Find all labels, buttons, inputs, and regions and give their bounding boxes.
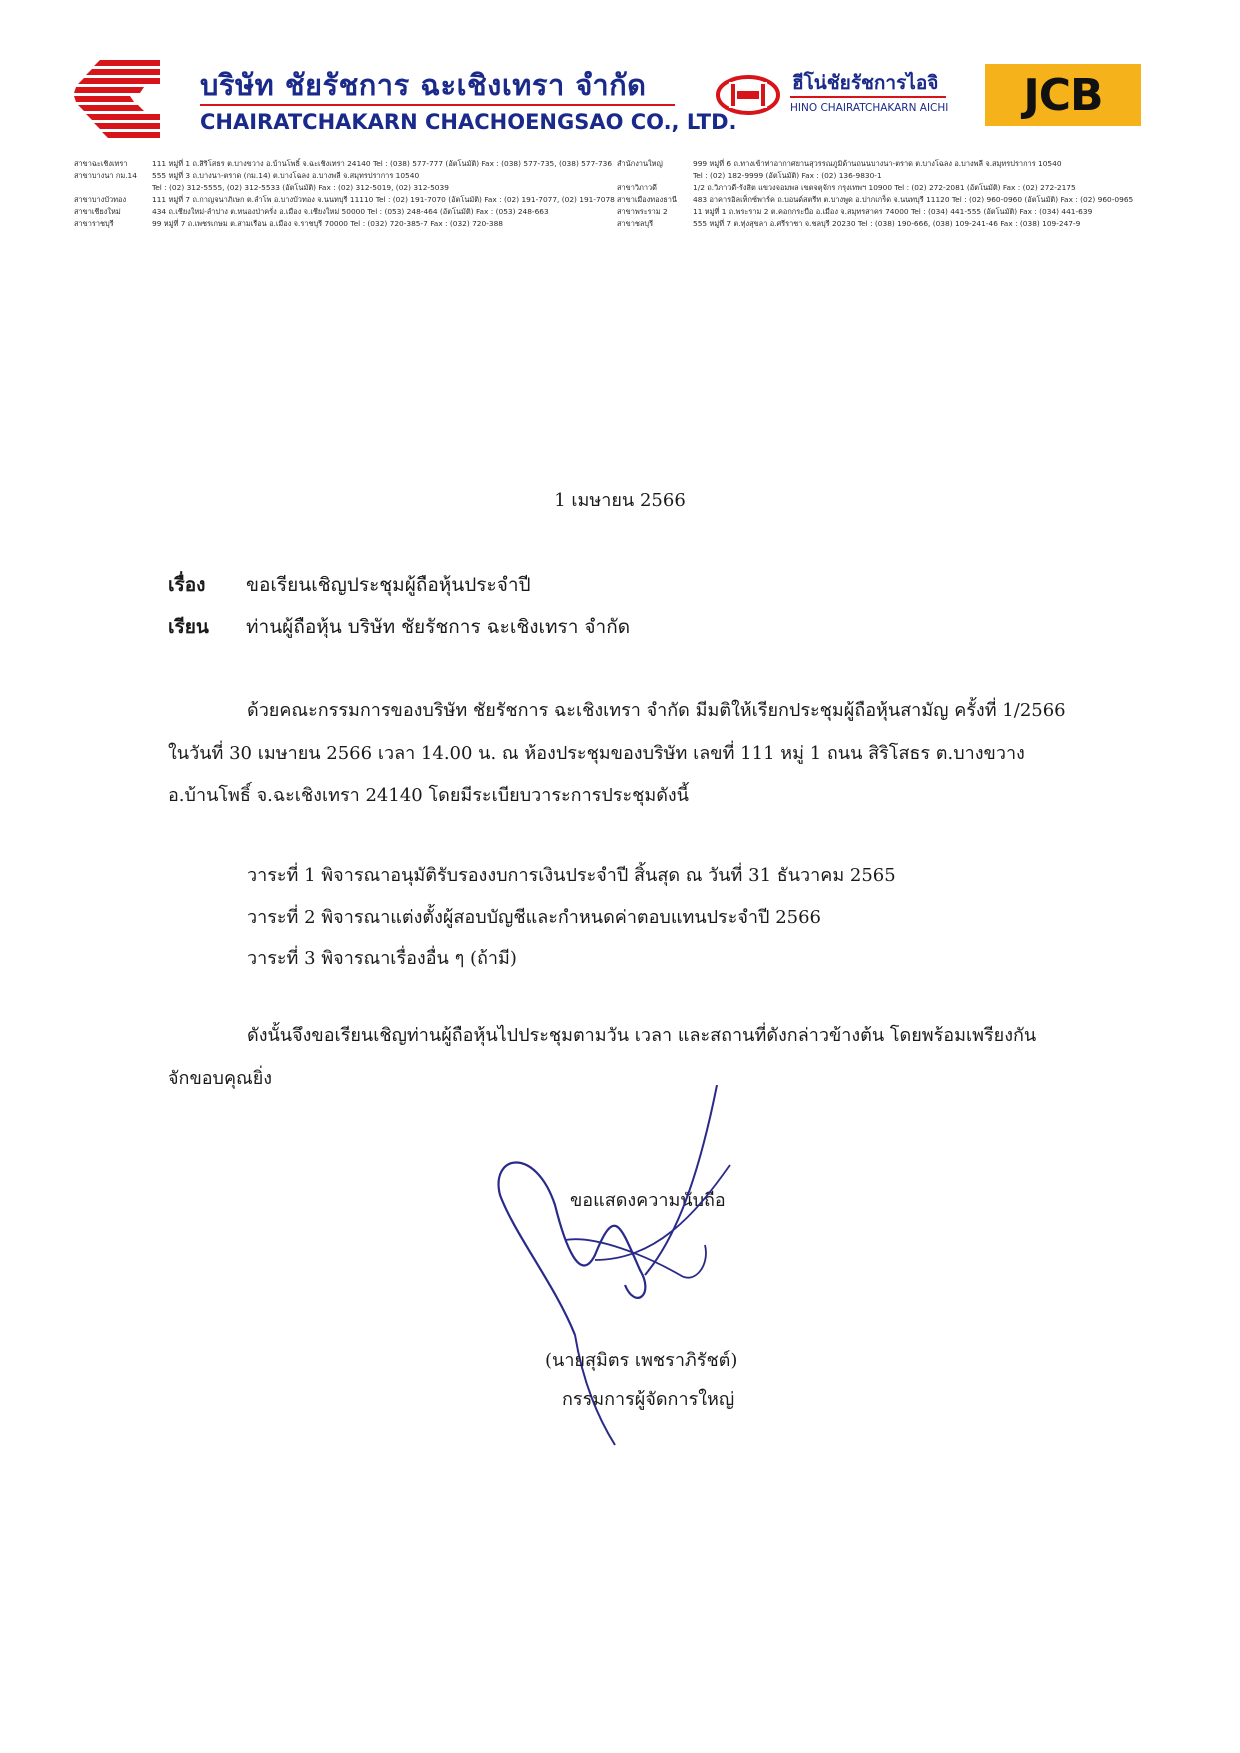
branch-name <box>74 182 152 194</box>
hino-logo-icon <box>715 74 781 116</box>
paragraph-1-line-2: ในวันที่ 30 เมษายน 2566 เวลา 14.00 น. ณ ห้องประชุมของบริษัท เลขที่ 111 หมู่ 1 ถนน สิริโสธร ต.บางขวาง <box>168 743 1025 764</box>
jcb-logo <box>985 64 1141 126</box>
closing-text: ขอแสดงความนับถือ <box>570 1190 726 1211</box>
branch-name: สาขาเมืองทองธานี <box>617 195 677 204</box>
paragraph-1-line-1: ด้วยคณะกรรมการของบริษัท ชัยรัชการ ฉะเชิงเทรา จำกัด มีมติให้เรียกประชุมผู้ถือหุ้นสามัญ ครั้งที่ 1/2566 <box>247 700 1066 721</box>
branch-name: สาขาบางนา กม.14 <box>74 171 137 180</box>
branch-row <box>74 206 634 218</box>
branch-detail: 111 หมู่ที่ 7 ถ.กาญจนาภิเษก ต.ลำโพ อ.บางบัวทอง จ.นนทบุรี 11110 Tel : (02) 191-7070 (อัตโนมัติ) Fax : (02) 191-7077, (02) 191-7078 <box>152 195 615 204</box>
branch-name: สาขาราชบุรี <box>74 219 114 228</box>
signer-title: กรรมการผู้จัดการใหญ่ <box>562 1389 735 1410</box>
branch-row <box>617 206 1147 218</box>
recipient-text: ท่านผู้ถือหุ้น บริษัท ชัยรัชการ ฉะเชิงเทรา จำกัด <box>246 616 631 638</box>
branch-detail: 111 หมู่ที่ 1 ถ.สิริโสธร ต.บางขวาง อ.บ้านโพธิ์ จ.ฉะเชิงเทรา 24140 Tel : (038) 577-777 (อัตโนมัติ) Fax : (038) 577-735, (038) 577-736 <box>152 159 613 168</box>
branch-row <box>74 170 634 182</box>
company-name-th: บริษัท ชัยรัชการ ฉะเชิงเทรา จำกัด <box>200 68 647 102</box>
branch-detail: 434 ถ.เชียงใหม่-ลำปาง ต.หนองป่าครั่ง อ.เมือง จ.เชียงใหม่ 50000 Tel : (053) 248-464 (อัตโนมัติ) Fax : (053) 248-663 <box>152 207 549 216</box>
branch-detail: Tel : (02) 182-9999 (อัตโนมัติ) Fax : (02) 136-9830-1 <box>693 171 882 180</box>
subject-text: ขอเรียนเชิญประชุมผู้ถือหุ้นประจำปี <box>246 574 531 596</box>
agenda-item-3: วาระที่ 3 พิจารณาเรื่องอื่น ๆ (ถ้ามี) <box>247 948 517 969</box>
branch-detail: 555 หมู่ที่ 3 ถ.บางนา-ตราด (กม.14) ต.บางโฉลง อ.บางพลี จ.สมุทรปราการ 10540 <box>152 171 420 180</box>
jcb-logo-text: JCB <box>1023 69 1103 121</box>
branch-name <box>617 170 693 182</box>
branch-name: สาขาเชียงใหม่ <box>74 207 121 216</box>
branch-list-left <box>74 158 634 230</box>
branch-detail: 1/2 ถ.วิภาวดี-รังสิต แขวงจอมพล เขตจตุจักร กรุงเทพฯ 10900 Tel : (02) 272-2081 (อัตโนมัติ) Fax : (02) 272-2175 <box>693 183 1076 192</box>
branch-detail: Tel : (02) 312-5555, (02) 312-5533 (อัตโนมัติ) Fax : (02) 312-5019, (02) 312-5039 <box>152 183 449 192</box>
paragraph-1-line-3: อ.บ้านโพธิ์ จ.ฉะเชิงเทรา 24140 โดยมีระเบียบวาระการประชุมดังนี้ <box>168 785 689 806</box>
hino-name-en: HINO CHAIRATCHAKARN AICHI <box>790 102 949 114</box>
branch-name: สำนักงานใหญ่ <box>617 159 663 168</box>
company-name-divider <box>200 104 675 106</box>
letter-date: 1 เมษายน 2566 <box>554 490 686 511</box>
branch-row <box>74 182 634 194</box>
branch-detail: 99 หมู่ที่ 7 ถ.เพชรเกษม ต.สามเรือน อ.เมือง จ.ราชบุรี 70000 Tel : (032) 720-385-7 Fax : (032) 720-388 <box>152 219 503 228</box>
company-name-en: CHAIRATCHAKARN CHACHOENGSAO CO., LTD. <box>200 110 737 134</box>
agenda-item-2: วาระที่ 2 พิจารณาแต่งตั้งผู้สอบบัญชีและกำหนดค่าตอบแทนประจำปี 2566 <box>247 907 821 928</box>
subject-label: เรื่อง <box>168 574 206 596</box>
agenda-item-1: วาระที่ 1 พิจารณาอนุมัติรับรองงบการเงินประจำปี สิ้นสุด ณ วันที่ 31 ธันวาคม 2565 <box>247 865 896 886</box>
paragraph-2-line-1: ดังนั้นจึงขอเรียนเชิญท่านผู้ถือหุ้นไปประชุมตามวัน เวลา และสถานที่ดังกล่าวข้างต้น โดยพร้อมเพรียงกัน <box>247 1025 1037 1046</box>
signer-name: (นายสุมิตร เพชราภิรัชต์) <box>545 1350 738 1371</box>
branch-name: สาขาวิภาวดี <box>617 183 657 192</box>
branch-name: สาขาฉะเชิงเทรา <box>74 159 128 168</box>
branch-detail: 11 หมู่ที่ 1 ถ.พระราม 2 ต.คอกกระบือ อ.เมือง จ.สมุทรสาคร 74000 Tel : (034) 441-555 (อัตโนมัติ) Fax : (034) 441-639 <box>693 207 1093 216</box>
branch-name: สาขาบางบัวทอง <box>74 195 127 204</box>
recipient-label: เรียน <box>168 616 209 638</box>
branch-row <box>74 218 634 230</box>
branch-row <box>617 170 1147 182</box>
branch-row <box>617 194 1147 206</box>
branch-detail: 483 อาคารอิลเท็กซ์พาร์ค ถ.บอนด์สตรีท ต.บางพูด อ.ปากเกร็ด จ.นนทบุรี 11120 Tel : (02) 960-0960 (อัตโนมัติ) Fax : (02) 960-0965 <box>693 195 1134 204</box>
hino-name-divider <box>790 96 946 98</box>
branch-row <box>617 182 1147 194</box>
branch-detail: 999 หมู่ที่ 6 ถ.ทางเข้าท่าอากาศยานสุวรรณภูมิด้านถนนบางนา-ตราด ต.บางโฉลง อ.บางพลี จ.สมุทรปราการ 10540 <box>693 159 1062 168</box>
hino-name-th: ฮีโน่ชัยรัชการไอจิ <box>792 72 939 94</box>
branch-detail: 555 หมู่ที่ 7 ต.ทุ่งสุขลา อ.ศรีราชา จ.ชลบุรี 20230 Tel : (038) 190-666, (038) 109-241-46 Fax : (038) 109-247-9 <box>693 219 1081 228</box>
branch-row <box>74 194 634 206</box>
branch-row <box>617 158 1147 170</box>
branch-list-right <box>617 158 1147 230</box>
branch-name: สาขาพระราม 2 <box>617 207 668 216</box>
paragraph-2-line-2: จักขอบคุณยิ่ง <box>168 1068 273 1089</box>
branch-row <box>74 158 634 170</box>
branch-row <box>617 218 1147 230</box>
company-logo-icon <box>74 60 174 140</box>
branch-name: สาขาชลบุรี <box>617 219 654 228</box>
